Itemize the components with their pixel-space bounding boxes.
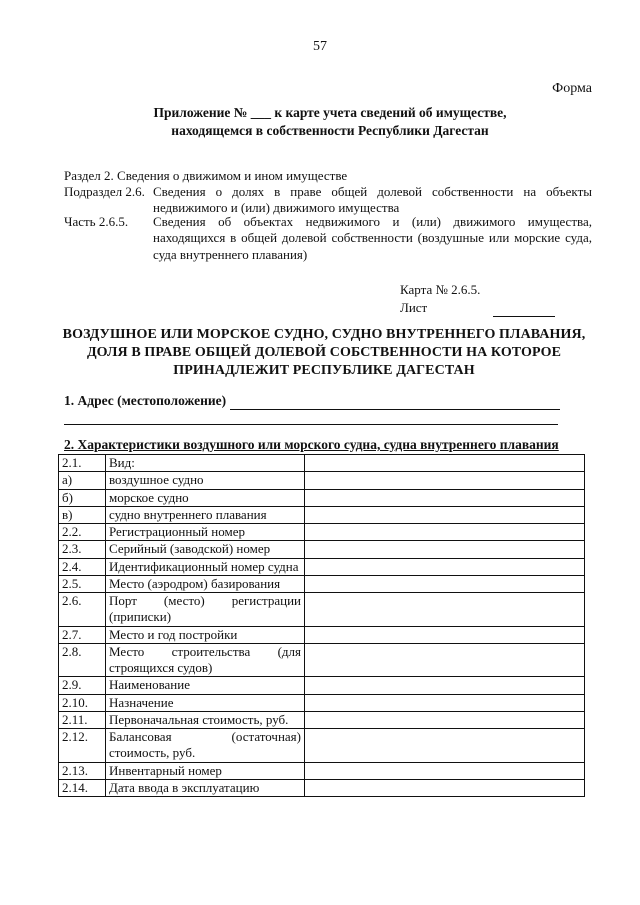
characteristics-heading: 2. Характеристики воздушного или морского судна, судна внутреннего плавания — [64, 437, 559, 452]
row-number: 2.5. — [59, 575, 106, 592]
subsection — [64, 184, 592, 217]
main-title-line1: ВОЗДУШНОЕ ИЛИ МОРСКОЕ СУДНО, СУДНО ВНУТРЕННЕГО ПЛАВАНИЯ, — [62, 327, 586, 342]
appendix-title-line2: находящемся в собственности Республики Дагестан — [171, 123, 489, 139]
appendix-title-line1: Приложение № ___ к карте учета сведений об имуществе, — [153, 105, 507, 120]
sheet-row — [400, 299, 596, 317]
address-row — [64, 393, 560, 410]
row-number: 2.10. — [59, 694, 106, 711]
table-row — [59, 694, 585, 711]
table-row — [59, 729, 585, 763]
row-label: Идентификационный номер судна — [106, 558, 305, 575]
row-value-field[interactable] — [305, 762, 585, 779]
row-value-field[interactable] — [305, 455, 585, 472]
row-value-field[interactable] — [305, 779, 585, 796]
row-value-field[interactable] — [305, 472, 585, 489]
row-label: Дата ввода в эксплуатацию — [106, 779, 305, 796]
row-number: 2.9. — [59, 677, 106, 694]
row-value-field[interactable] — [305, 489, 585, 506]
row-label: Порт (место) регистрации (приписки) — [106, 593, 305, 627]
table-row — [59, 762, 585, 779]
row-number: 2.12. — [59, 729, 106, 763]
row-value-field[interactable] — [305, 575, 585, 592]
main-title-line3: ПРИНАДЛЕЖИТ РЕСПУБЛИКЕ ДАГЕСТАН — [173, 363, 475, 379]
table-row — [59, 472, 585, 489]
table-row — [59, 643, 585, 677]
row-value-field[interactable] — [305, 524, 585, 541]
address-field[interactable] — [230, 395, 560, 410]
row-label: Место и год постройки — [106, 626, 305, 643]
table-row — [59, 677, 585, 694]
table-row — [59, 575, 585, 592]
row-value-field[interactable] — [305, 541, 585, 558]
page-number: 57 — [313, 39, 327, 54]
form-label: Форма — [552, 81, 592, 96]
row-label: Наименование — [106, 677, 305, 694]
address-field-continuation[interactable] — [64, 424, 558, 425]
row-value-field[interactable] — [305, 694, 585, 711]
row-number: 2.11. — [59, 711, 106, 728]
row-value-field[interactable] — [305, 729, 585, 763]
row-number: 2.3. — [59, 541, 106, 558]
subsection-text: Сведения о долях в праве общей долевой собственности на объекты недвижимого и (или) движимого имущества — [153, 184, 592, 216]
row-number: а) — [59, 472, 106, 489]
table-row — [59, 711, 585, 728]
row-value-field[interactable] — [305, 711, 585, 728]
table-row — [59, 455, 585, 472]
card-block — [400, 281, 596, 317]
row-value-field[interactable] — [305, 643, 585, 677]
table-row — [59, 524, 585, 541]
main-title-line2: ДОЛЯ В ПРАВЕ ОБЩЕЙ ДОЛЕВОЙ СОБСТВЕННОСТИ НА КОТОРОЕ — [86, 345, 562, 361]
part-label: Часть 2.6.5. — [64, 214, 129, 229]
row-number: 2.13. — [59, 762, 106, 779]
row-label: воздушное судно — [106, 472, 305, 489]
row-number: 2.7. — [59, 626, 106, 643]
row-value-field[interactable] — [305, 593, 585, 627]
table-row — [59, 489, 585, 506]
row-label: Балансовая (остаточная) стоимость, руб. — [106, 729, 305, 763]
row-number: 2.4. — [59, 558, 106, 575]
row-label: судно внутреннего плавания — [106, 506, 305, 523]
row-value-field[interactable] — [305, 506, 585, 523]
table-row — [59, 558, 585, 575]
table-row — [59, 593, 585, 627]
row-number: 2.8. — [59, 643, 106, 677]
section-heading: Раздел 2. Сведения о движимом и ином имуществе — [64, 168, 348, 183]
appendix-title — [80, 104, 580, 140]
row-label: Серийный (заводской) номер — [106, 541, 305, 558]
row-number: в) — [59, 506, 106, 523]
row-label: Назначение — [106, 694, 305, 711]
row-number: 2.6. — [59, 593, 106, 627]
card-number: Карта № 2.6.5. — [400, 282, 481, 297]
main-title — [40, 326, 608, 381]
row-value-field[interactable] — [305, 677, 585, 694]
row-number: б) — [59, 489, 106, 506]
table-row — [59, 626, 585, 643]
row-value-field[interactable] — [305, 558, 585, 575]
characteristics-table — [58, 454, 585, 797]
row-label: Место (аэродром) базирования — [106, 575, 305, 592]
part — [64, 214, 592, 263]
row-number: 2.2. — [59, 524, 106, 541]
row-number: 2.1. — [59, 455, 106, 472]
address-label: 1. Адрес (местоположение) — [64, 393, 227, 408]
row-label: Вид: — [106, 455, 305, 472]
row-value-field[interactable] — [305, 626, 585, 643]
table-row — [59, 779, 585, 796]
sheet-number-field[interactable] — [493, 304, 555, 317]
row-number: 2.14. — [59, 779, 106, 796]
row-label: морское судно — [106, 489, 305, 506]
row-label: Место строительства (для строящихся судов) — [106, 643, 305, 677]
row-label: Инвентарный номер — [106, 762, 305, 779]
sheet-label: Лист — [400, 300, 428, 316]
row-label: Первоначальная стоимость, руб. — [106, 711, 305, 728]
table-row — [59, 541, 585, 558]
subsection-label: Подраздел 2.6. — [64, 184, 145, 199]
row-label: Регистрационный номер — [106, 524, 305, 541]
table-row — [59, 506, 585, 523]
part-text: Сведения об объектах недвижимого и (или) движимого имущества, находящихся в общей долевой собственности (воздушные или морские суда, суда внутреннего плавания) — [153, 214, 592, 262]
